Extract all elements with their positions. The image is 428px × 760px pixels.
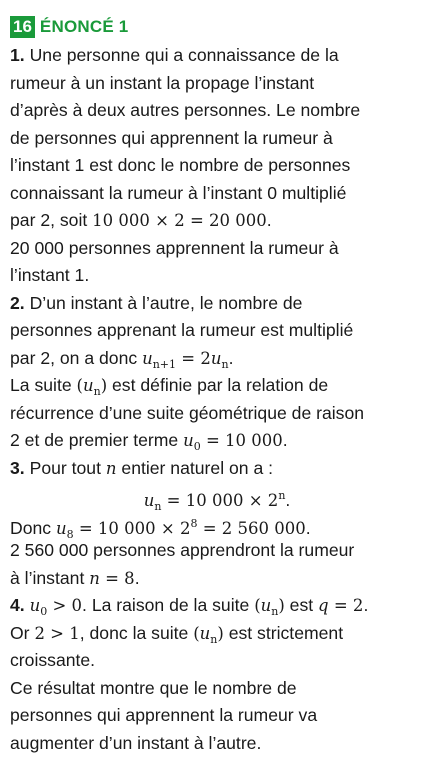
q2-line-1: 2. D’un instant à l’autre, le nombre de	[10, 292, 303, 313]
solution-text	[10, 42, 424, 757]
q4-line-3: croissante.	[10, 650, 96, 670]
q1-line-4: de personnes qui apprennent la rumeur à	[10, 127, 333, 148]
q2-line-3: par 2, on a donc $u_{n+1} = 2u_n$.	[10, 347, 234, 371]
q1-line-2: rumeur à un instant la propage l’instant	[10, 72, 315, 93]
q3-line-1: 3. Pour tout n entier naturel on a :	[10, 457, 274, 478]
q3-line-4: 2 560 000 personnes apprendront la rumeur	[10, 540, 355, 560]
q3-line-5: à l’instant n = 8.	[10, 567, 140, 588]
q2-line-5: récurrence d’une suite géométrique de raison	[10, 402, 365, 423]
q4-line-6: augmenter d’un instant à l’autre.	[10, 732, 262, 753]
q2-line-6: 2 et de premier terme $u_0 = 10$ 000.	[10, 430, 288, 453]
q4-line-4: Ce résultat montre que le nombre de	[10, 677, 297, 698]
q3-formula: $u_n = 10$ $000 \times 2^n$.	[143, 489, 291, 513]
q1-label: 1.	[10, 45, 25, 65]
q4-line-2: Or 2 > 1, donc la suite $(u_n)$ est strictement	[10, 622, 344, 646]
exercise-title: ÉNONCÉ 1	[39, 16, 129, 36]
q4-line-1: 4. $u_0 > 0$. La raison de la suite $(u_n)$ est q = 2.	[10, 595, 369, 618]
exercise-number-badge: 16	[10, 16, 35, 38]
q3-label: 3.	[10, 457, 25, 478]
math-expression: 10 000 × 2 = 20 000	[92, 211, 267, 230]
q4-label: 4.	[10, 595, 25, 615]
exercise-header	[10, 15, 128, 38]
q1-line-7: par 2, soit 10 000 × 2 = 20 000.	[10, 210, 272, 230]
q1-line-6: connaissant la rumeur à l’instant 0 multiplié	[10, 182, 347, 203]
q2-label: 2.	[10, 292, 25, 313]
q2-line-2: personnes apprenant la rumeur est multiplié	[10, 320, 354, 340]
q4-line-5: personnes qui apprennent la rumeur va	[10, 705, 318, 725]
q1-line-3: d’après à deux autres personnes. Le nombre	[10, 100, 361, 120]
q2-line-4: La suite $(u_n)$ est définie par la relation de	[10, 375, 329, 398]
q1-line-8: 20 000 personnes apprennent la rumeur à	[10, 237, 339, 258]
q1-line-5: l’instant 1 est donc le nombre de personnes	[10, 155, 351, 175]
q1-line-1: 1. Une personne qui a connaissance de la	[10, 45, 339, 65]
q1-line-9: l’instant 1.	[10, 265, 90, 285]
q3-line-3: Donc $u_8 = 10$ $000 \times 2^8 = 2$ 560 000.	[10, 516, 311, 541]
